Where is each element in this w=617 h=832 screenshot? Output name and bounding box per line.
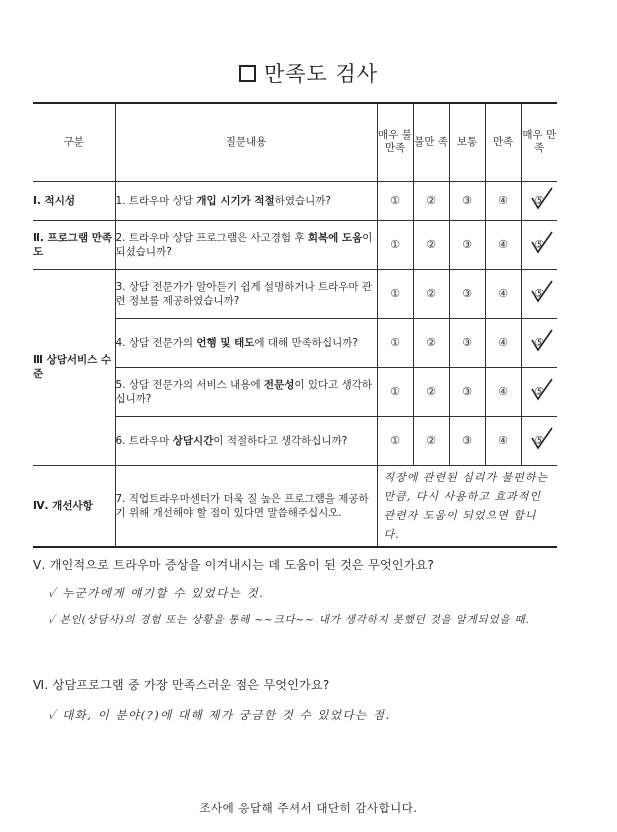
category-service: Ⅲ 상담서비스 수준 [33,269,115,465]
question-7: 7. 직업트라우마센터가 더욱 질 높은 프로그램을 제공하기 위해 개선해야 할 점이 있다면 말씀해주십시오. [115,465,377,547]
question-3: 3. 상담 전문가가 알아듣기 쉽게 설명하거나 트라우마 관련 정보를 제공하였습니까? [115,269,377,318]
option-3[interactable]: ③ [449,181,485,220]
section5-answer-1: ✓ 누군가에게 얘기할 수 있었다는 것. [48,586,265,600]
option-1[interactable]: ① [377,416,413,465]
section5-question: Ⅴ. 개인적으로 트라우마 증상을 이겨내시는 데 도움이 된 것은 무엇인가요? [33,558,435,572]
footer-thanks: 조사에 응답해 주셔서 대단히 감사합니다. [199,801,418,815]
table-row [33,220,557,269]
option-4[interactable]: ④ [485,220,521,269]
question-1: 1. 트라우마 상담 개입 시기가 적절하였습니까? [115,181,377,220]
section5-answer-2: ✓ 본인(상담사)의 경험 또는 상황을 통해 ~~크다~~ 내가 생각하지 못했던 것을 알게되었을 때. [48,614,530,626]
option-3[interactable]: ③ [449,367,485,416]
option-1[interactable]: ① [377,220,413,269]
handwritten-improvement: 직장에 관련된 심리가 불편하는 만큼, 다시 사용하고 효과적인 관련자 도움이 되었으면 합니다. [383,470,549,541]
improvement-answer[interactable] [377,465,557,547]
option-2[interactable]: ② [413,416,449,465]
section6-question: Ⅵ. 상담프로그램 중 가장 만족스러운 점은 무엇인가요? [33,678,330,692]
option-3[interactable]: ③ [449,269,485,318]
header-satisfied: 만족 [485,103,521,181]
option-2[interactable]: ② [413,220,449,269]
option-4[interactable]: ④ [485,269,521,318]
option-1[interactable]: ① [377,318,413,367]
option-1[interactable]: ① [377,181,413,220]
category-improvement: Ⅳ. 개선사항 [33,465,115,547]
option-2[interactable]: ② [413,318,449,367]
question-5: 5. 상담 전문가의 서비스 내용에 전문성이 있다고 생각하십니까? [115,367,377,416]
option-3[interactable]: ③ [449,318,485,367]
question-4: 4. 상담 전문가의 언행 및 태도에 대해 만족하십니까? [115,318,377,367]
category-timeliness: I. 적시성 [33,181,115,220]
header-category: 구분 [33,103,115,181]
option-5[interactable]: ⑤ [521,318,557,367]
section6-answer-1: ✓ 대화, 이 분야(?)에 대해 제가 궁금한 것 수 있었다는 점. [48,708,391,722]
option-3[interactable]: ③ [449,220,485,269]
option-5[interactable]: ⑤ [521,367,557,416]
table-row [33,465,557,547]
satisfaction-table [33,102,557,548]
option-2[interactable]: ② [413,367,449,416]
option-5[interactable]: ⑤ [521,220,557,269]
option-1[interactable]: ① [377,269,413,318]
option-3[interactable]: ③ [449,416,485,465]
header-question: 질문내용 [115,103,377,181]
option-1[interactable]: ① [377,367,413,416]
option-5[interactable]: ⑤ [521,416,557,465]
header-very-satisfied: 매우 만족 [521,103,557,181]
page-title: 만족도 검사 [0,58,617,88]
option-4[interactable]: ④ [485,181,521,220]
question-6: 6. 트라우마 상담시간이 적절하다고 생각하십니까? [115,416,377,465]
option-5[interactable]: ⑤ [521,181,557,220]
header-very-dissatisfied: 매우 불만족 [377,103,413,181]
option-4[interactable]: ④ [485,416,521,465]
checkbox-square-icon [239,65,256,82]
option-4[interactable]: ④ [485,318,521,367]
table-header-row [33,103,557,181]
header-dissatisfied: 불만 족 [413,103,449,181]
table-row [33,269,557,318]
table-row [33,181,557,220]
category-program: Ⅱ. 프로그램 만족도 [33,220,115,269]
option-4[interactable]: ④ [485,367,521,416]
header-neutral: 보통 [449,103,485,181]
option-2[interactable]: ② [413,181,449,220]
option-5[interactable]: ⑤ [521,269,557,318]
question-2: 2. 트라우마 상담 프로그램은 사고경험 후 회복에 도움이 되셨습니까? [115,220,377,269]
option-2[interactable]: ② [413,269,449,318]
